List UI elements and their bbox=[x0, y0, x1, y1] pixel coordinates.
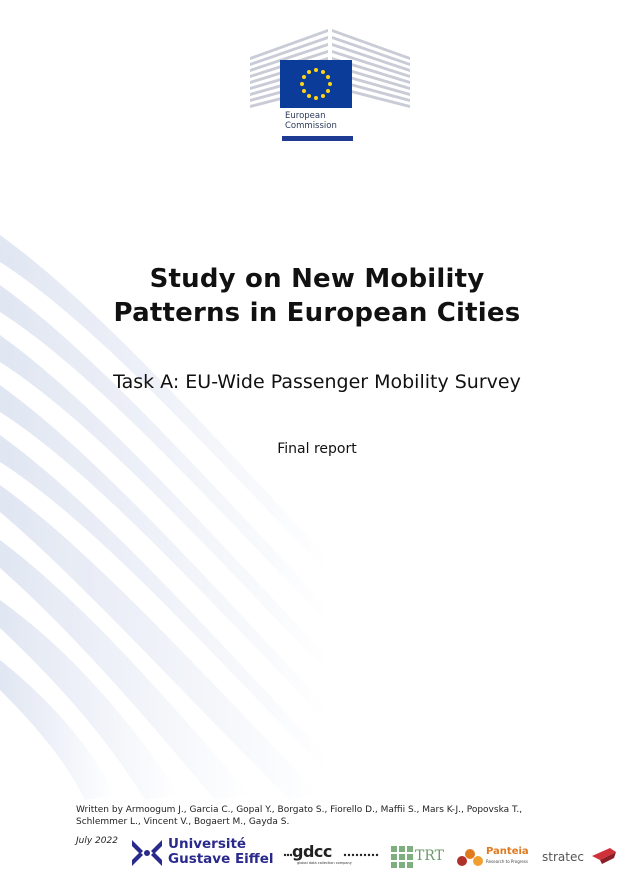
stratec-logo: stratec bbox=[542, 846, 618, 868]
universite-gustave-eiffel-logo: Université Gustave Eiffel bbox=[130, 836, 280, 872]
author-list: Written by Armoogum J., Garcia C., Gopal Y., Borgato S., Fiorello D., Maffii S., Mars K-J., Popovska T., Schlemmer L., Vincent V., Bogaert M., Gayda S. bbox=[76, 805, 523, 827]
report-type: Final report bbox=[277, 441, 357, 457]
publication-date: July 2022 bbox=[76, 836, 118, 846]
panteia-logo: Panteia Research to Progress bbox=[456, 846, 532, 868]
trt-logo: TRT bbox=[391, 846, 447, 868]
document-subtitle: Task A: EU-Wide Passenger Mobility Survey bbox=[113, 371, 521, 393]
gdcc-dots-icon bbox=[283, 852, 383, 858]
gdcc-logo: gdcc global data collection company bbox=[283, 842, 383, 868]
panteia-hexagons-icon bbox=[456, 846, 484, 868]
logo-underline bbox=[282, 136, 353, 141]
european-commission-wordmark: European Commission bbox=[285, 111, 337, 131]
eu-flag bbox=[280, 60, 352, 108]
trt-grid-icon bbox=[391, 846, 413, 868]
gustave-eiffel-emblem-icon bbox=[130, 836, 164, 870]
document-title: Study on New Mobility Patterns in European Cities bbox=[113, 264, 521, 328]
stratec-arrow-icon bbox=[592, 846, 616, 864]
